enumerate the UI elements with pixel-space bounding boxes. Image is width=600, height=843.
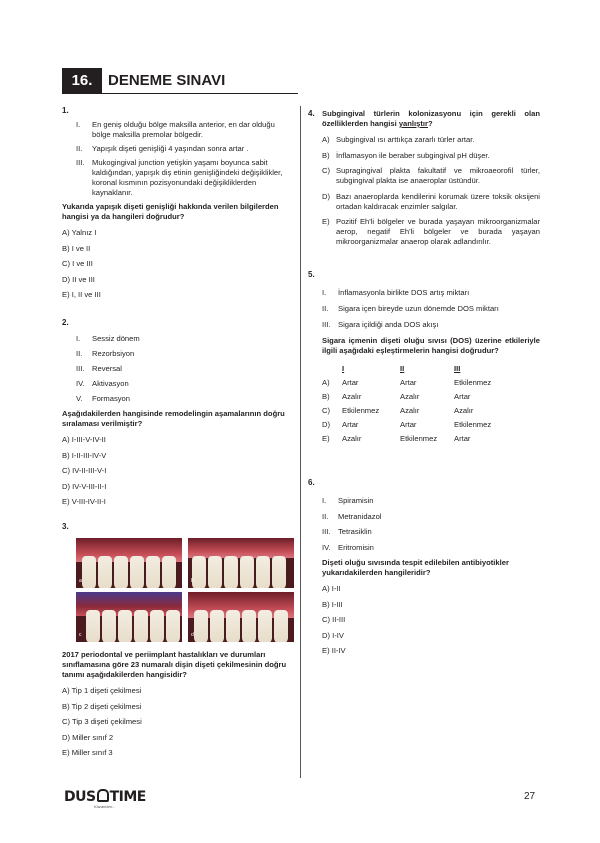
answer-option[interactable] xyxy=(322,166,540,186)
statement-item xyxy=(322,543,540,553)
roman-numeral: II. xyxy=(322,511,329,521)
question-number: 4. xyxy=(308,109,315,118)
answer-option[interactable]: D) Miller sınıf 2 xyxy=(62,732,114,742)
table-cell: Artar xyxy=(454,392,471,401)
statement-text: Aktivasyon xyxy=(92,379,129,388)
roman-numeral: II. xyxy=(76,144,83,153)
statement-text: Eritromisin xyxy=(338,542,374,552)
answer-option[interactable]: C) II-III xyxy=(322,615,346,624)
clinical-photo xyxy=(76,592,182,642)
table-cell: Artar xyxy=(342,420,359,429)
statement-text: Tetrasiklin xyxy=(338,527,372,536)
clinical-photo-grid xyxy=(76,538,294,642)
statement-item xyxy=(76,394,294,404)
column-header: II xyxy=(400,364,405,373)
exam-header xyxy=(62,68,298,94)
table-row[interactable] xyxy=(322,418,514,432)
table-cell: Artar xyxy=(400,378,417,387)
photo-label: d xyxy=(191,632,194,638)
table-cell: Etkilenmez xyxy=(342,406,380,415)
answer-option[interactable]: B) Tip 2 dişeti çekilmesi xyxy=(62,701,142,711)
answer-option[interactable]: B) I-III xyxy=(322,599,343,609)
statement-text: Yapışık dişeti genişliği 4 yaşından sonra artar . xyxy=(92,144,249,153)
table-cell: Etkilenmez xyxy=(454,420,492,429)
statement-item xyxy=(76,379,294,389)
answer-option[interactable]: C) IV-II-III-V-I xyxy=(62,466,107,475)
table-cell: Artar xyxy=(400,420,417,429)
question-stem: Dişeti oluğu sıvısında tespit edilebilen antibiyotikler yukarıdakilerden hangileridir? xyxy=(322,558,509,577)
table-row[interactable] xyxy=(322,376,514,390)
statement-item xyxy=(322,304,540,314)
table-cell: Artar xyxy=(342,378,359,387)
option-list xyxy=(322,584,540,656)
statement-list xyxy=(322,288,540,330)
photo-label: c xyxy=(79,632,82,638)
tooth-icon xyxy=(97,789,109,802)
roman-numeral: V. xyxy=(76,394,83,403)
question-stem: Aşağıdakilerden hangisinde remodelingin aşamalarının doğru sıralaması verilmiştir? xyxy=(62,409,285,428)
question-stem: Yukarıda yapışık dişeti genişliği hakkında verilen bilgilerden hangisi ya da hangileri doğrudur? xyxy=(62,202,279,221)
roman-numeral: III. xyxy=(76,158,85,167)
roman-numeral: I. xyxy=(322,288,327,297)
statement-text: İnflamasyonla birlikte DOS artış miktarı xyxy=(338,288,470,297)
answer-option[interactable] xyxy=(322,192,540,212)
question-number: 6. xyxy=(308,478,315,487)
statement-text: Rezorbsiyon xyxy=(92,349,135,358)
question-number: 5. xyxy=(308,270,315,279)
roman-numeral: III. xyxy=(76,364,85,373)
clinical-photo xyxy=(76,538,182,588)
option-letter: A) xyxy=(322,135,330,144)
roman-numeral: I. xyxy=(76,334,81,343)
answer-option[interactable]: B) I ve II xyxy=(62,243,91,253)
table-cell: Artar xyxy=(454,434,471,443)
answer-option[interactable]: A) Tip 1 dişeti çekilmesi xyxy=(62,686,142,695)
clinical-photo xyxy=(188,538,294,588)
exam-number: 16. xyxy=(62,68,102,94)
table-cell: Azalır xyxy=(342,434,362,443)
option-letter: D) xyxy=(322,420,331,429)
answer-option[interactable]: A) I-II xyxy=(322,584,341,593)
answer-option[interactable]: C) Tip 3 dişeti çekilmesi xyxy=(62,717,142,726)
question-2 xyxy=(62,318,294,513)
option-text: Supragingival plakta fakultatif ve mikroaeorofil türler, subgingival plakta ise anaeroplar üstündür. xyxy=(336,166,540,185)
statement-item xyxy=(322,527,540,537)
table-cell: Azalır xyxy=(400,392,420,401)
column-header: I xyxy=(342,364,345,373)
answer-option[interactable]: E) Miller sınıf 3 xyxy=(62,748,113,757)
question-4 xyxy=(308,106,540,253)
roman-numeral: II. xyxy=(76,349,83,358)
statement-item xyxy=(76,144,294,154)
matching-table xyxy=(322,362,514,446)
answer-option[interactable]: D) II ve III xyxy=(62,274,95,284)
stem-text: Subgingival türlerin kolonizasyonu için gerekli olan özelliklerden hangisi xyxy=(322,109,540,128)
option-text: Pozitif Eh'li bölgeler ve burada yaşayan mikroorganizmalar aerop, negatif Eh'li bölgeler ve burada yaşayan mikroorganizmalar anaerop olarak adlandırılır. xyxy=(336,217,540,246)
photo-label: a xyxy=(79,578,82,584)
statement-text: Sigara içildiği anda DOS akışı xyxy=(338,320,439,329)
roman-numeral: IV. xyxy=(322,542,331,552)
question-number: 1. xyxy=(62,106,69,115)
question-6 xyxy=(308,478,540,662)
statement-item xyxy=(76,120,294,140)
answer-option[interactable]: E) I, II ve III xyxy=(62,290,101,299)
header-rule xyxy=(102,93,298,94)
option-letter: C) xyxy=(322,166,331,175)
option-letter: B) xyxy=(322,392,330,401)
option-letter: A) xyxy=(322,378,330,387)
answer-option[interactable] xyxy=(322,135,540,145)
answer-option[interactable]: E) V-III-IV-II-I xyxy=(62,497,106,506)
statement-text: Sessiz dönem xyxy=(92,334,140,343)
option-letter: D) xyxy=(322,191,331,201)
statement-text: Spiramisin xyxy=(338,496,374,505)
statement-item xyxy=(76,334,294,344)
question-number: 3. xyxy=(62,522,69,531)
page-number: 27 xyxy=(524,791,536,802)
table-row[interactable] xyxy=(322,404,514,418)
answer-option[interactable] xyxy=(322,217,540,247)
table-cell: Etkilenmez xyxy=(400,434,438,443)
table-cell: Azalır xyxy=(342,392,362,401)
statement-text: Reversal xyxy=(92,364,122,373)
answer-option[interactable]: E) II-IV xyxy=(322,646,346,655)
option-letter: C) xyxy=(322,406,331,415)
statement-item xyxy=(322,496,540,506)
table-cell: Azalır xyxy=(454,406,474,415)
statement-text: Mukogingival junction yetişkin yaşamı boyunca sabit kaldığından, yapışık diş etinin genişliğindeki değişiklikler, koronal kısmının pozisyonundaki değişikliklerden kaynaklanır. xyxy=(92,158,283,197)
logo-text-right: TIME xyxy=(109,789,146,805)
answer-option[interactable] xyxy=(322,151,540,161)
answer-option[interactable]: D) I-IV xyxy=(322,630,344,640)
roman-numeral: III. xyxy=(322,527,331,536)
question-1 xyxy=(62,106,294,306)
clinical-photo xyxy=(188,592,294,642)
option-text: İnflamasyon ile beraber subgingival pH düşer. xyxy=(336,150,490,160)
table-header-row xyxy=(322,362,514,376)
question-stem: Sigara içmenin dişeti oluğu sıvısı (DOS) üzerine etkileriyle ilgili aşağıdaki eşleştirmelerin hangisi doğrudur? xyxy=(322,336,540,355)
logo-tagline: Kazandırır... xyxy=(94,804,116,809)
roman-numeral: III. xyxy=(322,320,331,329)
question-3 xyxy=(62,522,294,764)
table-row[interactable] xyxy=(322,390,514,404)
roman-numeral: I. xyxy=(76,120,81,129)
statement-list xyxy=(322,496,540,553)
question-stem xyxy=(308,109,540,129)
statement-item xyxy=(76,349,294,359)
statement-text: Sigara içen bireyde uzun dönemde DOS miktarı xyxy=(338,304,499,313)
table-row[interactable] xyxy=(322,432,514,446)
brand-logo xyxy=(64,788,146,810)
answer-option[interactable]: D) IV-V-III-II-I xyxy=(62,481,107,491)
exam-title: DENEME SINAVI xyxy=(108,72,226,89)
statement-list xyxy=(76,120,294,198)
answer-option[interactable]: C) I ve III xyxy=(62,259,93,268)
option-text: Subgingival ısı arttıkça zararlı türler artar. xyxy=(336,135,475,144)
statement-item xyxy=(322,320,540,330)
option-letter: B) xyxy=(322,150,330,160)
stem-emphasis: yanlıştır xyxy=(398,119,428,128)
logo-text-left: DUS xyxy=(64,789,96,805)
question-stem: 2017 periodontal ve periimplant hastalıkları ve durumları sınıflamasına göre 23 numaralı dişin dişeti çekilmesinin doğru tanımı aşağıdakilerden hangisidir? xyxy=(62,650,287,679)
roman-numeral: I. xyxy=(322,496,327,505)
statement-text: En geniş olduğu bölge maksilla anterior, en dar olduğu bölge maksilla premolar bölgedir. xyxy=(92,120,275,139)
statement-text: Metranidazol xyxy=(338,511,382,521)
photo-label: b xyxy=(191,578,194,584)
statement-item xyxy=(76,364,294,374)
option-text: Bazı anaeroplarda kendilerini korumak üzere toksik oksijeni ortadan kaldıracak enzimler salgılar. xyxy=(336,191,540,211)
question-number: 2. xyxy=(62,318,69,327)
answer-option[interactable]: A) I-III-V-IV-II xyxy=(62,435,106,444)
option-letter: E) xyxy=(322,434,330,443)
roman-numeral: IV. xyxy=(76,379,85,388)
table-cell: Etkilenmez xyxy=(454,378,492,387)
statement-item xyxy=(322,288,540,298)
column-divider xyxy=(300,106,301,778)
statement-item xyxy=(322,512,540,522)
answer-option[interactable]: B) I-II-III-IV-V xyxy=(62,450,107,460)
answer-option[interactable]: A) Yalnız I xyxy=(62,228,97,237)
roman-numeral: II. xyxy=(322,304,329,313)
column-header: III xyxy=(454,364,461,373)
option-list xyxy=(322,135,540,247)
stem-end: ? xyxy=(427,119,433,128)
statement-list xyxy=(76,334,294,404)
table-cell: Azalır xyxy=(400,406,420,415)
statement-text: Formasyon xyxy=(92,394,130,403)
option-letter: E) xyxy=(322,217,330,226)
question-5 xyxy=(308,270,540,446)
statement-item xyxy=(76,158,294,198)
